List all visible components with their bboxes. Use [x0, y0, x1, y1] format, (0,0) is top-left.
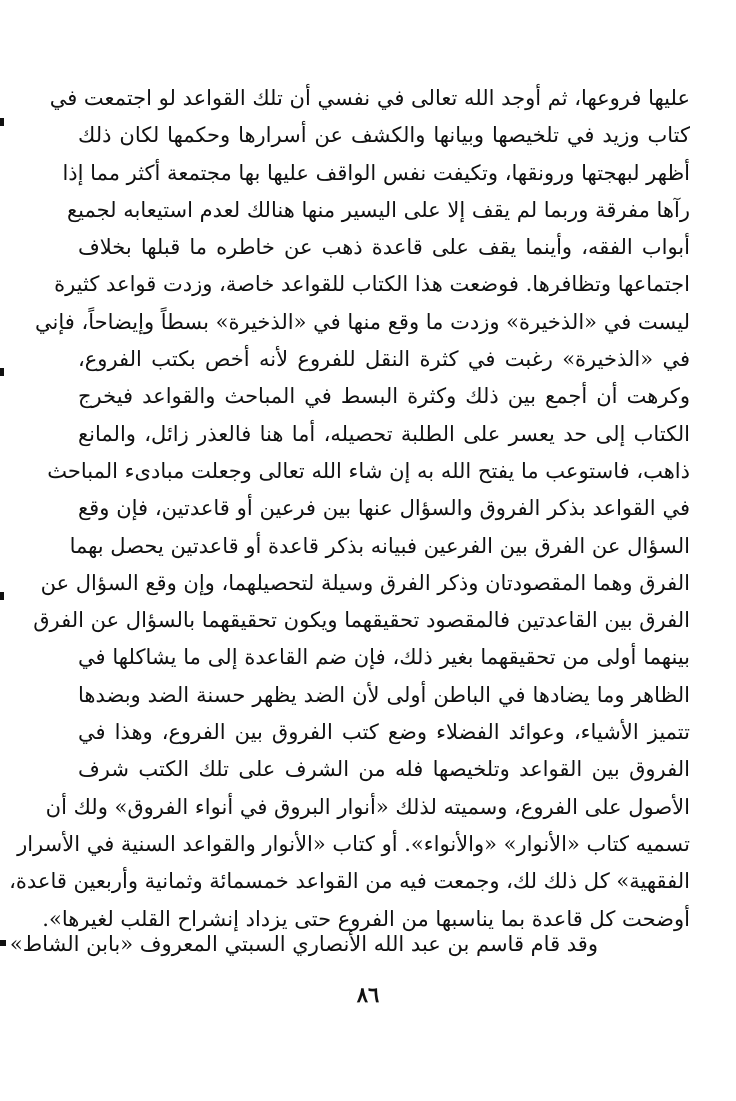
text-line: ليست في «الذخيرة» وزدت ما وقع منها في «الذخيرة» بسطاً وإيضاحاً، فإني — [35, 309, 690, 334]
text-line: السؤال عن الفرق بين الفرعين فبيانه بذكر قاعدة أو قاعدتين يحصل بهما — [69, 533, 690, 558]
text-line: وكرهت أن أجمع بين ذلك وكثرة البسط في المباحث والقواعد فيخرج — [78, 384, 690, 409]
text-line: أظهر لبهجتها ورونقها، وتكيفت نفس الواقف عليها بها مجتمعة أكثر مما إذا — [62, 160, 690, 185]
text-line: الكتاب إلى حد يعسر على الطلبة تحصيله، أما هنا فالعذر زائل، والمانع — [78, 421, 690, 446]
text-line: في «الذخيرة» رغبت في كثرة النقل للفروع لأنه أخص بكتب الفروع، — [78, 347, 690, 372]
text-line: بينهما أولى من تحقيقهما بغير ذلك، فإن ضم القاعدة إلى ما يشاكلها في — [78, 645, 690, 670]
text-line: تتميز الأشياء، وعوائد الفضلاء وضع كتب الفروق بين الفروع، وهذا في — [78, 720, 690, 745]
text-line: الفرق بين القاعدتين فالمقصود تحقيقهما ويكون تحقيقهما بالسؤال عن الفرق — [33, 608, 690, 633]
text-line: اجتماعها وتظافرها. فوضعت هذا الكتاب للقواعد خاصة، وزدت قواعد كثيرة — [54, 272, 690, 297]
text-line: ذاهب، فاستوعب ما يفتح الله به إن شاء الله تعالى وجعلت مبادىء المباحث — [47, 458, 690, 483]
page-number: ٨٦ — [356, 982, 380, 1007]
text-line: أبواب الفقه، وأينما يقف على قاعدة ذهب عن خاطره ما قبلها بخلاف — [78, 235, 690, 260]
body-text — [9, 80, 690, 938]
margin-mark — [0, 940, 6, 946]
text-line: الأصول على الفروع، وسميته لذلك «أنوار البروق في أنواء الفروق» ولك أن — [45, 794, 690, 819]
text-line: الفقهية» كل ذلك لك، وجمعت فيه من القواعد خمسمائة وثمانية وأربعين قاعدة، — [9, 869, 690, 894]
text-line: الفرق وهما المقصودتان وذكر الفرق وسيلة لتحصيلهما، وإن وقع السؤال عن — [40, 570, 690, 595]
text-line: الفروق بين القواعد وتلخيصها فله من الشرف على تلك الكتب شرف — [78, 757, 690, 782]
text-line: أوضحت كل قاعدة بما يناسبها من الفروع حتى يزداد إنشراح القلب لغيرها». — [42, 906, 690, 931]
margin-mark — [0, 368, 4, 376]
text-line: عليها فروعها، ثم أوجد الله تعالى في نفسي أن تلك القواعد لو اجتمعت في — [49, 86, 690, 110]
text-line: كتاب وزيد في تلخيصها وبيانها والكشف عن أسرارها وحكمها لكان ذلك — [78, 123, 690, 148]
text-line: في القواعد بذكر الفروق والسؤال عنها بين فرعين أو قاعدتين، فإن وقع — [78, 496, 690, 521]
text-line: تسميه كتاب «الأنوار» «والأنواء». أو كتاب «الأنوار والقواعد السنية في الأسرار — [17, 831, 690, 856]
closing-line: وقد قام قاسم بن عبد الله الأنصاري السبتي المعروف «بابن الشاط» — [9, 932, 598, 956]
margin-mark — [0, 592, 4, 600]
text-line: الظاهر وما يضادها في الباطن أولى لأن الضد يظهر حسنة الضد وبضدها — [78, 682, 690, 707]
text-line: رآها مفرقة وربما لم يقف إلا على اليسير منها هنالك لعدم استيعابه لجميع — [66, 197, 690, 222]
margin-mark — [0, 118, 4, 126]
